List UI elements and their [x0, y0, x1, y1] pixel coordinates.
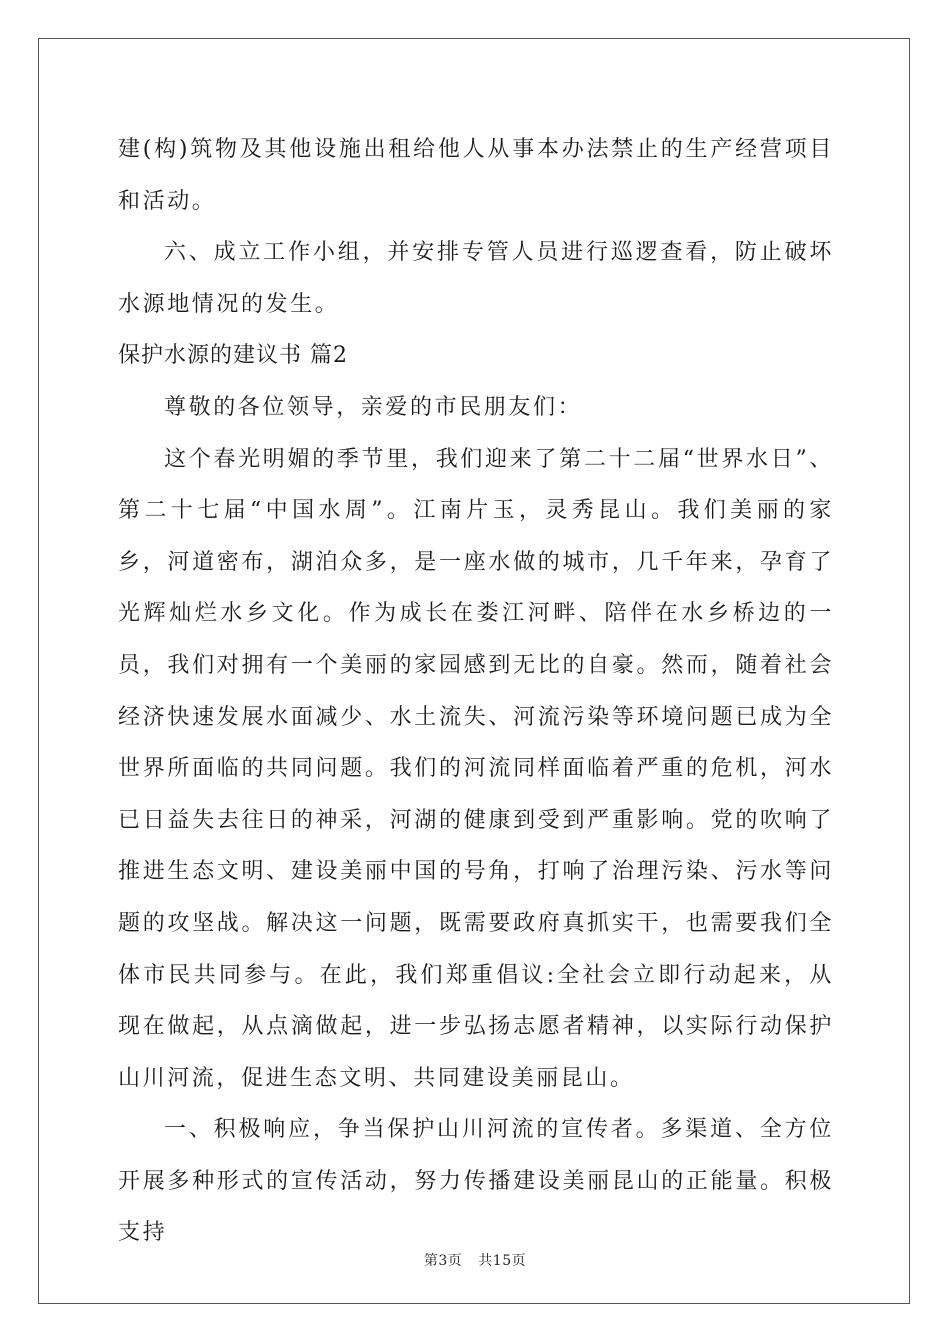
paragraph-main: 这个春光明媚的季节里，我们迎来了第二十二届“世界水日”、第二十七届“中国水周”。江南片玉，灵秀昆山。我们美丽的家乡，河道密布，湖泊众多，是一座水做的城市，几千年来，孕育了光辉灿烂水乡文化。作为成长在娄江河畔、陪伴在水乡桥边的一员，我们对拥有一个美丽的家园感到无比的自豪。然而，随着社会经济快速发展水面减少、水土流失、河流污染等环境问题已成为全世界所面临的共同问题。我们的河流同样面临着严重的危机，河水已日益失去往日的神采，河湖的健康到受到严重影响。党的吹响了推进生态文明、建设美丽中国的号角，打响了治理污染、污水等问题的攻坚战。解决这一问题，既需要政府真抓实干，也需要我们全体市民共同参与。在此，我们郑重倡议:全社会立即行动起来，从现在做起，从点滴做起，进一步弘扬志愿者精神，以实际行动保护山川河流，促进生态文明、共同建设美丽昆山。 — [118, 446, 834, 1091]
page-total: 共15页 — [478, 1253, 527, 1269]
paragraph-salutation: 尊敬的各位领导，亲爱的市民朋友们： — [164, 394, 583, 420]
page-footer — [0, 1250, 950, 1270]
paragraph-item-one: 一、积极响应，争当保护山川河流的宣传者。多渠道、全方位开展多种形式的宣传活动，努力传播建设美丽昆山的正能量。积极支持 — [118, 1117, 834, 1246]
page-number: 第3页 — [423, 1253, 463, 1269]
paragraph-item-six: 六、成立工作小组，并安排专管人员进行巡逻查看，防止破坏水源地情况的发生。 — [118, 240, 834, 317]
paragraph-continuation: 建(构)筑物及其他设施出租给他人从事本办法禁止的生产经营项目和活动。 — [118, 137, 834, 214]
document-body — [118, 124, 834, 1259]
section-heading: 保护水源的建议书 篇2 — [118, 343, 348, 369]
